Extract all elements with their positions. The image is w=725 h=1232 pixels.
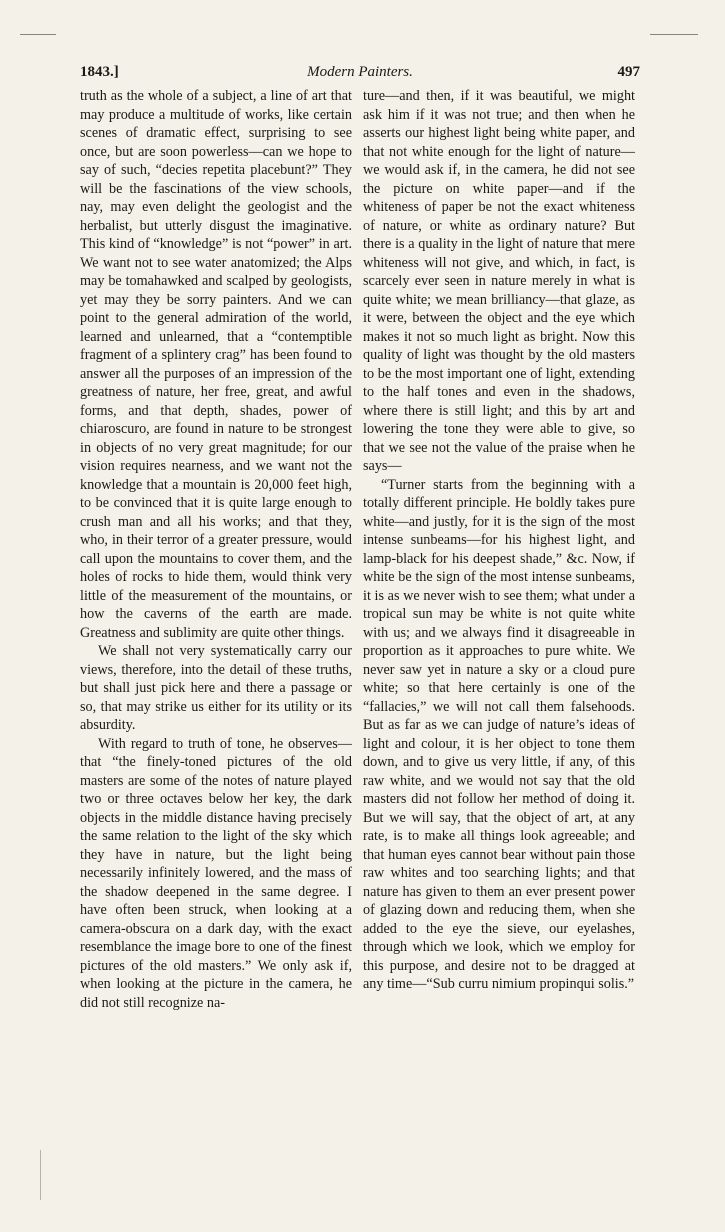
left-paragraph-2: We shall not very systematically carry our views, therefore, into the detail of these truths, but shall just pick here and there a passage or so, that may strike us either for its utility or its absurdity.: [80, 643, 352, 733]
right-paragraph-2: “Turner starts from the beginning with a totally different principle. He boldly takes pure white—and justly, for it is the sign of the most intense sunbeams—for his highest light, and lamp-black for his deepest shade,” &c. Now, if white be the sign of the most intense sunbeams, it is as we never wish to see them; what under a tropical sun may be white is not quite white with us; and we always find it disagreeable in proportion as it approaches to pure white. We never saw yet in nature a sky or a cloud pure white; so that here certainly is one of the “fallacies,” we will not call them falsehoods. But as far as we can judge of nature’s ideas of light and colour, it is her object to tone them down, and to give us very little, if any, of this raw white, and we would not say that the old masters did not follow her method of doing it. But we will say, that the object of art, at any rate, is to make all things look agreeable; and that human eyes cannot bear without pain those raw whites and too searching lights; and that nature has given to them an ever present power of glazing down and reducing them, when she added to the eye the sieve, our eyelashes, through which we look, which we employ for this purpose, and desire not to be dragged at any time—“Sub curru nimium propinqui solis.”: [363, 476, 635, 992]
left-paragraph-1: truth as the whole of a subject, a line of art that may produce a multitude of works, like certain scenes of dramatic effect, surprising to see once, but are soon powerless—can we hope to say of such, “decies repetita placebunt?” They will be the fascinations of the view schools, nay, may even delight the geologist and the herbalist, but utterly disgust the imaginative. This kind of “knowledge” is not “power” in art. We want not to see water anatomized; the Alps may be tomahawked and scalped by geologists, yet may they be sorry painters. And we can point to the general admiration of the world, learned and unlearned, that a “contemptible fragment of a splintery crag” has been found to answer all the purposes of an impression of the greatness of nature, her free, great, and awful forms, and that depth, shades, power of chiaroscuro, are found in nature to be strongest in objects of no very great magnitude; for our vision requires nearness, and we want not the knowledge that a mountain is 20,000 feet high, to be convinced that it is quite large enough to crush man and all his works; and that they, who, in their terror of a greater pressure, would call upon the mountains to cover them, and the holes of rocks to hide them, would think very little of the measurement of the mountains, or how the caverns of the earth are made. Greatness and sublimity are quite other things.: [80, 88, 352, 641]
right-column: [363, 87, 635, 994]
top-right-edge-rule: [650, 34, 698, 35]
running-header: [80, 64, 640, 84]
binding-edge-mark: [40, 1150, 41, 1200]
left-paragraph-3: With regard to truth of tone, he observes—that “the finely-toned pictures of the old masters are some of the notes of nature played two or three octaves below her key, the dark objects in the middle distance having precisely the same relation to the light of the sky which they have in nature, but the light being necessarily infinitely lowered, and the mass of the shadow deepened in the same degree. I have often been struck, when looking at a camera-obscura on a dark day, with the exact resemblance the image bore to one of the finest pictures of the old masters.” We only ask if, when looking at the picture in the camera, he did not still recognize na-: [80, 735, 352, 1011]
right-paragraph-1: ture—and then, if it was beautiful, we might ask him if it was not true; and then when he asserts our highest light being white paper, and that not white enough for the light of nature—we would ask if, in the camera, he did not see the picture on white paper—and if the whiteness of paper be not the exact whiteness of nature, or white as ordinary nature? But there is a quality in the light of nature that mere whiteness will not give, and which, in fact, is scarcely ever seen in nature merely in what is quite white; we mean brilliancy—that glaze, as it were, between the object and the eye which makes it not so much light as bright. Now this quality of light was thought by the old masters to be the most important one of light, extending to the half tones and even in the shadows, where there is still light; and this by art and lowering the tone they were able to give, so that we see not the value of the praise when he says—: [363, 88, 635, 474]
left-column: [80, 87, 352, 1012]
header-year: 1843.]: [80, 64, 119, 80]
header-title: Modern Painters.: [307, 64, 413, 80]
page-number: 497: [617, 64, 640, 80]
top-left-edge-rule: [20, 34, 56, 35]
